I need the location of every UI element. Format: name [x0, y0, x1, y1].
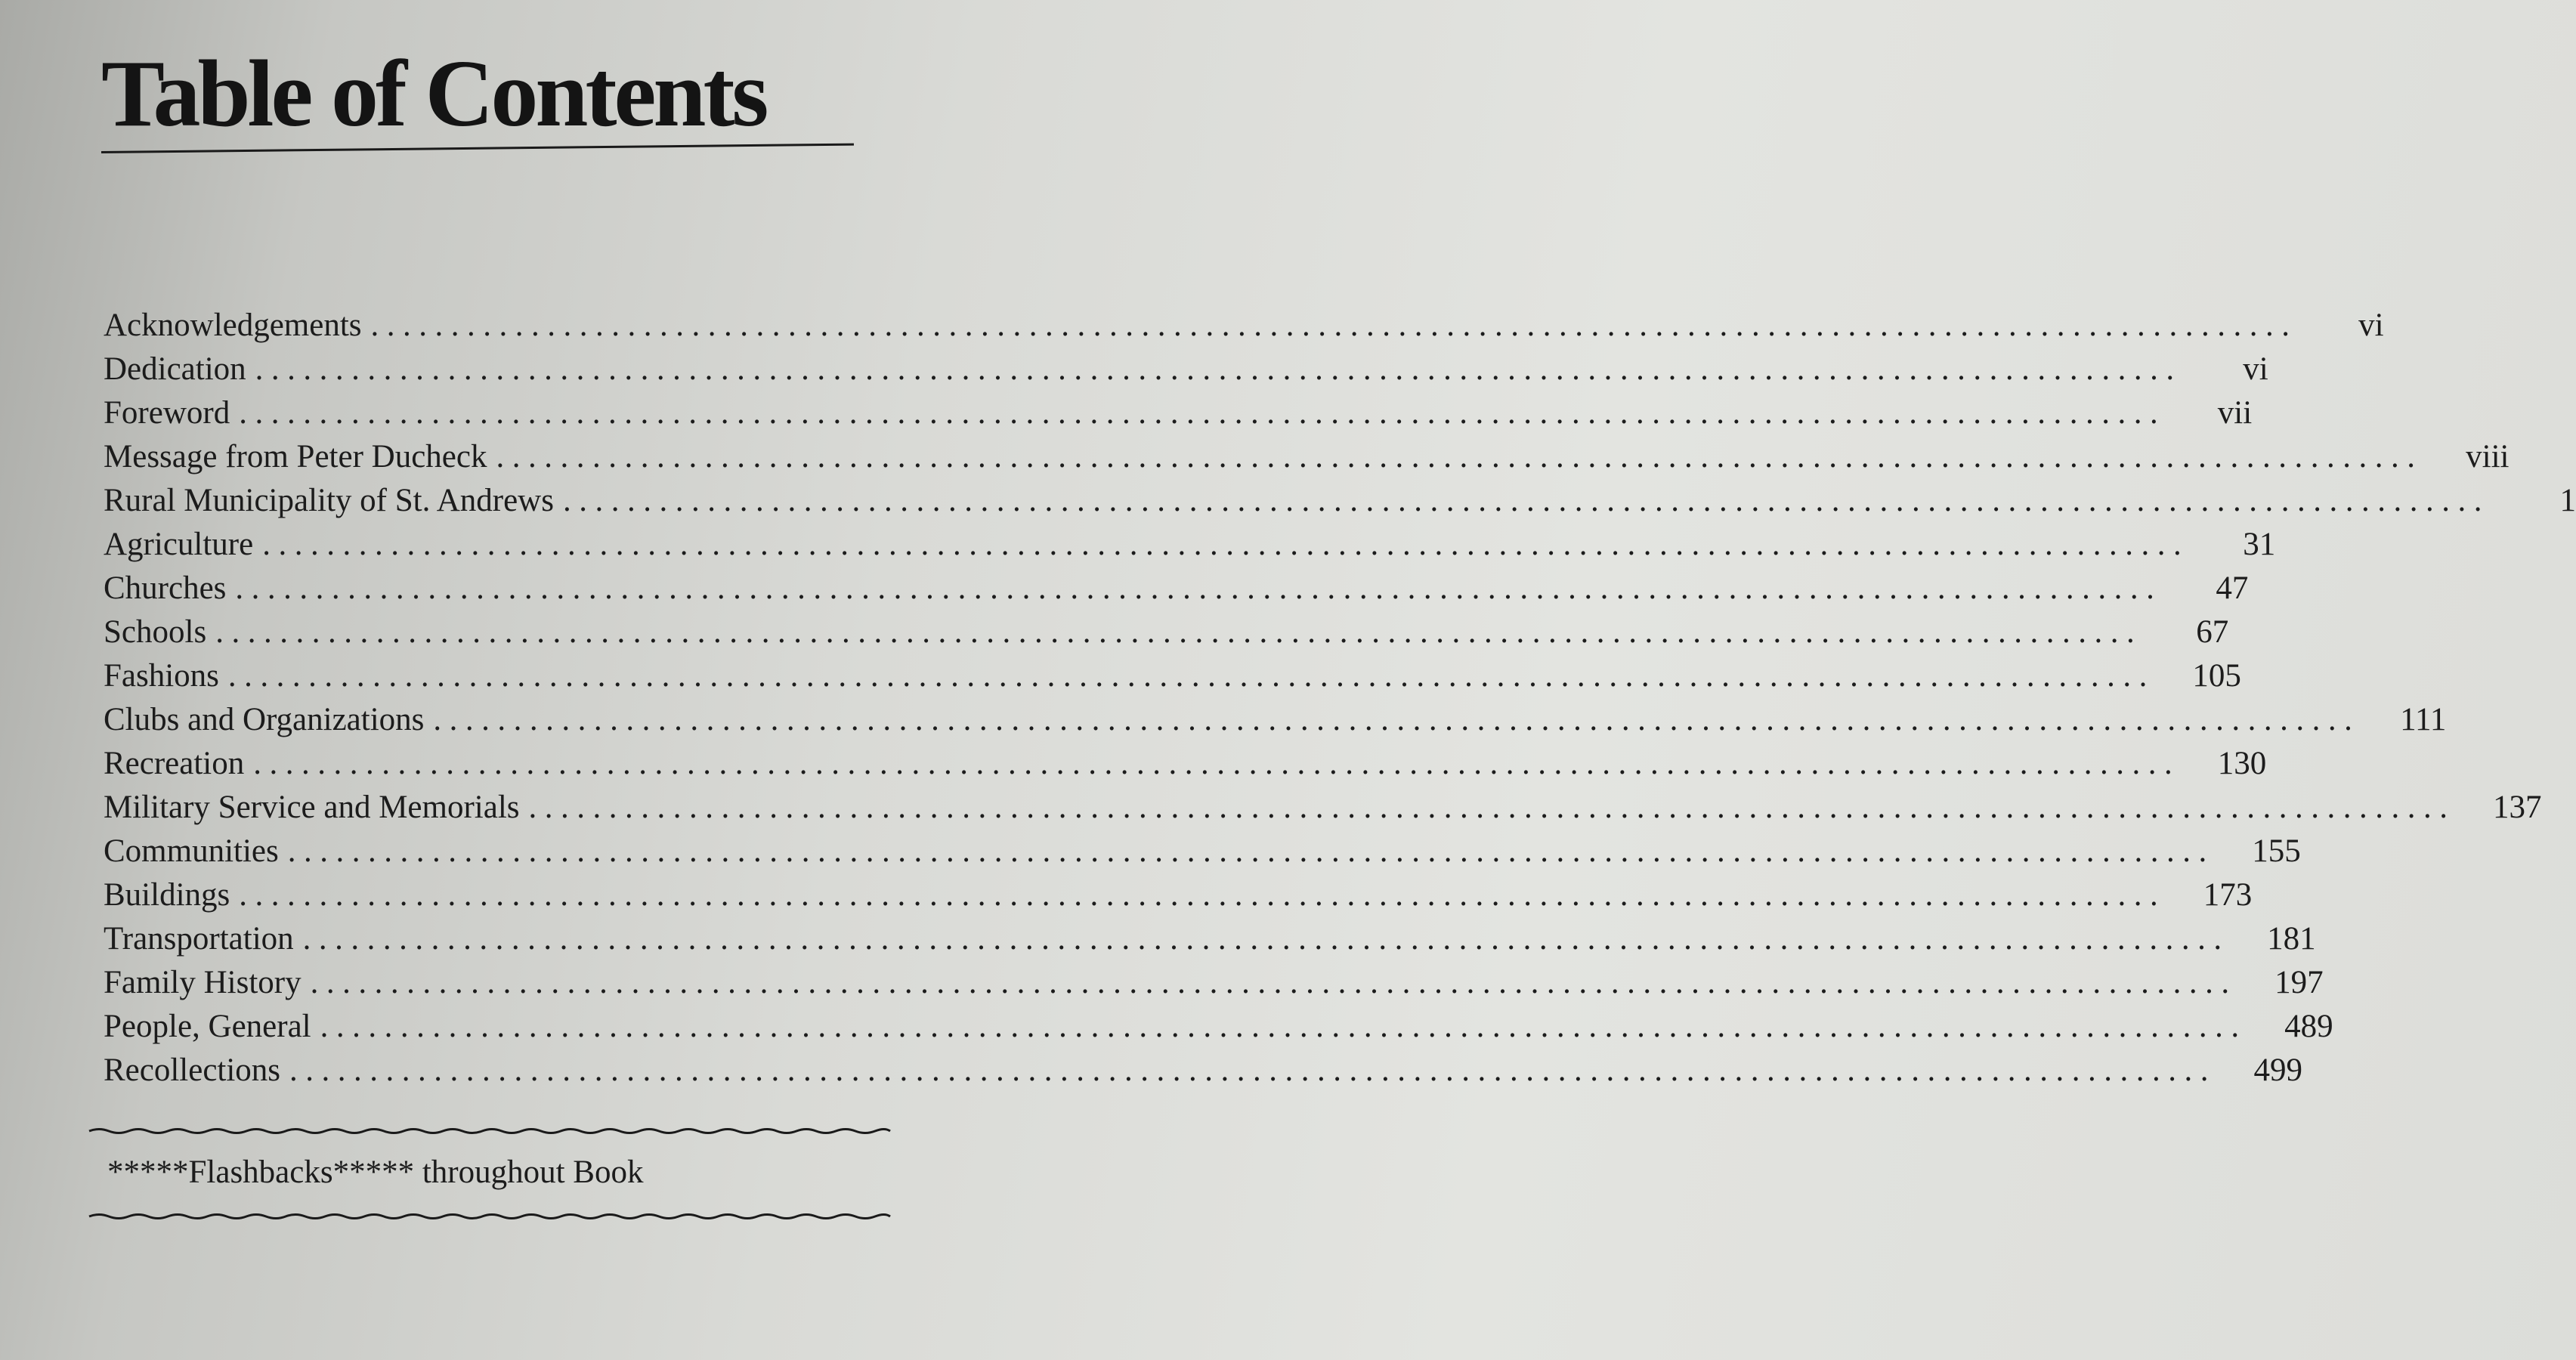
dot-leader: ........................................................................................................................ — [253, 746, 2181, 781]
toc-page-number: 489 — [2284, 1009, 2333, 1044]
toc-entry — [104, 391, 2253, 435]
dot-leader: ........................................................................................................................ — [289, 1052, 2217, 1088]
toc-entry-title: Agriculture — [104, 527, 254, 562]
toc-entry — [104, 523, 2276, 567]
toc-entry — [104, 435, 2510, 479]
toc-page-number: 31 — [2243, 527, 2276, 562]
toc-page-number: 130 — [2217, 746, 2267, 781]
toc-entry-title: Family History — [104, 965, 302, 1000]
toc-entry — [104, 479, 2576, 523]
dot-leader: ........................................................................................................................ — [215, 614, 2143, 650]
toc-entry-title: Schools — [104, 614, 207, 650]
dot-leader: ........................................................................................................................ — [255, 351, 2182, 387]
toc-page-number: 499 — [2253, 1052, 2303, 1088]
toc-entry-title: Transportation — [104, 921, 294, 957]
toc-entry — [104, 742, 2267, 786]
toc-page-number: 47 — [2216, 570, 2249, 606]
toc-entry — [104, 610, 2229, 654]
toc-entry — [104, 348, 2268, 391]
toc-entry-title: Rural Municipality of St. Andrews — [104, 483, 554, 518]
dot-leader: ........................................................................................................................ — [320, 1009, 2247, 1044]
toc-page-number: 105 — [2192, 658, 2241, 694]
dot-leader: ........................................................................................................................ — [239, 395, 2166, 431]
toc-entry-title: Communities — [104, 833, 279, 869]
dot-leader: ........................................................................................................................ — [562, 483, 2490, 518]
toc-entry-title: Foreword — [104, 395, 230, 431]
dot-leader: ........................................................................................................................ — [370, 308, 2298, 343]
toc-entry-title: Clubs and Organizations — [104, 702, 425, 737]
toc-entry — [104, 654, 2241, 698]
toc-entry-title: Churches — [104, 570, 227, 606]
dot-leader: ........................................................................................................................ — [239, 877, 2166, 913]
toc-entry-title: Message from Peter Ducheck — [104, 439, 487, 474]
toc-entry-title: Fashions — [104, 658, 219, 694]
toc-entry-title: People, General — [104, 1009, 311, 1044]
toc-entry-title: Dedication — [104, 351, 246, 387]
toc-page-number: vi — [2358, 308, 2384, 343]
toc-entry — [104, 304, 2384, 348]
toc-entry-title: Recollections — [104, 1052, 281, 1088]
toc-entry-title: Buildings — [104, 877, 230, 913]
toc-list — [104, 304, 2576, 1093]
dot-leader: ........................................................................................................................ — [528, 790, 2456, 825]
toc-page-number: viii — [2466, 439, 2510, 474]
dot-leader: ........................................................................................................................ — [227, 658, 2155, 694]
toc-page-number: 111 — [2400, 702, 2447, 737]
wavy-divider-bottom — [89, 1210, 890, 1223]
toc-entry-title: Acknowledgements — [104, 308, 362, 343]
toc-page-number: 173 — [2203, 877, 2253, 913]
dot-leader: ........................................................................................................................ — [262, 527, 2190, 562]
toc-page-number: vii — [2217, 395, 2253, 431]
toc-entry — [104, 873, 2253, 917]
dot-leader: ........................................................................................................................ — [433, 702, 2361, 737]
toc-entry-title: Military Service and Memorials — [104, 790, 520, 825]
toc-entry — [104, 830, 2301, 873]
toc-entry — [104, 1049, 2303, 1093]
dot-leader: ........................................................................................................................ — [235, 570, 2163, 606]
toc-entry-title: Recreation — [104, 746, 245, 781]
dot-leader: ........................................................................................................................ — [302, 921, 2230, 957]
toc-page-number: 67 — [2196, 614, 2229, 650]
wavy-divider-top — [89, 1124, 890, 1138]
toc-entry — [104, 1005, 2333, 1049]
toc-page-number: 1 — [2559, 483, 2576, 518]
toc-page-number: 197 — [2274, 965, 2324, 1000]
dot-leader: ........................................................................................................................ — [310, 965, 2237, 1000]
toc-page-number: 181 — [2267, 921, 2316, 957]
toc-entry — [104, 917, 2316, 961]
dot-leader: ........................................................................................................................ — [287, 833, 2215, 869]
flashbacks-note: *****Flashbacks***** throughout Book — [107, 1154, 644, 1190]
toc-entry — [104, 961, 2324, 1005]
toc-entry — [104, 698, 2447, 742]
toc-page-number: vi — [2243, 351, 2268, 387]
dot-leader: ........................................................................................................................ — [496, 439, 2423, 474]
toc-page-number: 137 — [2493, 790, 2542, 825]
toc-page-number: 155 — [2252, 833, 2301, 869]
toc-entry — [104, 786, 2542, 830]
toc-entry — [104, 567, 2249, 610]
page-title: Table of Contents — [101, 42, 766, 147]
